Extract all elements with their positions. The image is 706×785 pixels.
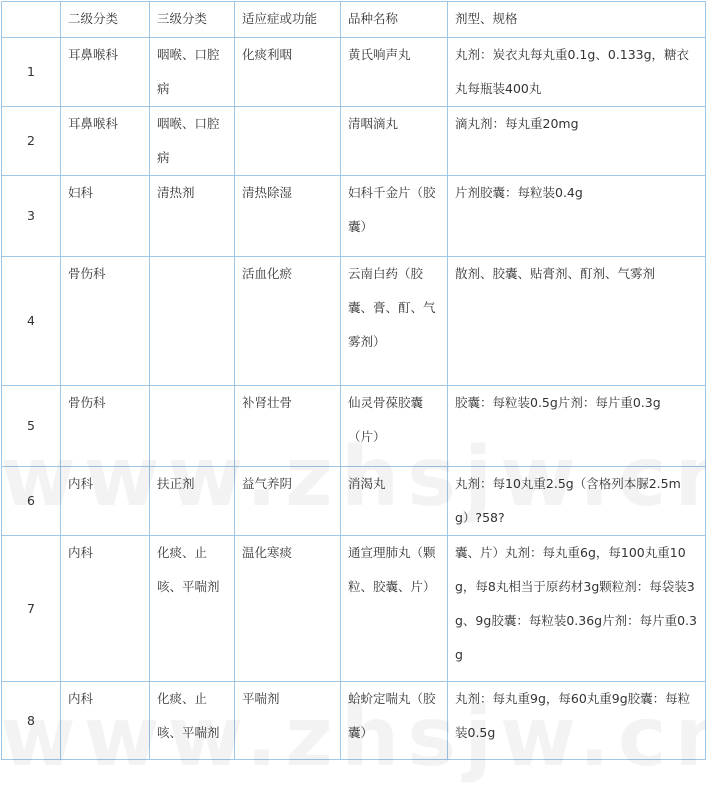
cell-secondary-category: 内科: [61, 467, 150, 536]
cell-indication: 补肾壮骨: [235, 386, 341, 467]
table-row: [2, 176, 706, 257]
cell-dosage-spec: 囊、片）丸剂：每丸重6g，每100丸重10g，每8丸相当于原药材3g颗粒剂：每袋装3g、9g胶囊：每粒装0.36g片剂：每片重0.3g: [448, 536, 706, 682]
cell-secondary-category: 耳鼻喉科: [61, 107, 150, 176]
cell-row-number: 6: [2, 467, 61, 536]
table-row: [2, 682, 706, 760]
cell-indication: 温化寒痰: [235, 536, 341, 682]
header-product-name: 品种名称: [341, 2, 448, 38]
cell-secondary-category: 内科: [61, 682, 150, 760]
cell-row-number: 5: [2, 386, 61, 467]
cell-row-number: 2: [2, 107, 61, 176]
cell-dosage-spec: 滴丸剂：每丸重20mg: [448, 107, 706, 176]
cell-tertiary-category: 清热剂: [150, 176, 235, 257]
cell-indication: 清热除湿: [235, 176, 341, 257]
cell-tertiary-category: 扶正剂: [150, 467, 235, 536]
header-tertiary-category: 三级分类: [150, 2, 235, 38]
table-row: [2, 536, 706, 682]
cell-indication: 化痰利咽: [235, 38, 341, 107]
cell-dosage-spec: 散剂、胶囊、贴膏剂、酊剂、气雾剂: [448, 257, 706, 386]
cell-product-name: 清咽滴丸: [341, 107, 448, 176]
cell-tertiary-category: [150, 257, 235, 386]
cell-dosage-spec: 片剂胶囊：每粒装0.4g: [448, 176, 706, 257]
cell-tertiary-category: 咽喉、口腔病: [150, 38, 235, 107]
cell-row-number: 4: [2, 257, 61, 386]
cell-secondary-category: 妇科: [61, 176, 150, 257]
table-row: [2, 257, 706, 386]
cell-dosage-spec: 丸剂：炭衣丸每丸重0.1g、0.133g，糖衣丸每瓶装400丸: [448, 38, 706, 107]
cell-secondary-category: 骨伤科: [61, 386, 150, 467]
cell-product-name: 通宣理肺丸（颗粒、胶囊、片）: [341, 536, 448, 682]
cell-product-name: 云南白药（胶囊、膏、酊、气雾剂）: [341, 257, 448, 386]
cell-product-name: 黄氏响声丸: [341, 38, 448, 107]
cell-tertiary-category: 化痰、止咳、平喘剂: [150, 682, 235, 760]
header-row-number: [2, 2, 61, 38]
cell-dosage-spec: 胶囊：每粒装0.5g片剂：每片重0.3g: [448, 386, 706, 467]
cell-product-name: 蛤蚧定喘丸（胶囊）: [341, 682, 448, 760]
header-indication: 适应症或功能: [235, 2, 341, 38]
header-secondary-category: 二级分类: [61, 2, 150, 38]
cell-tertiary-category: 化痰、止咳、平喘剂: [150, 536, 235, 682]
cell-indication: 益气养阴: [235, 467, 341, 536]
drug-catalog-table: [1, 1, 706, 760]
cell-product-name: 消渴丸: [341, 467, 448, 536]
cell-tertiary-category: 咽喉、口腔病: [150, 107, 235, 176]
cell-product-name: 仙灵骨葆胶囊（片）: [341, 386, 448, 467]
cell-product-name: 妇科千金片（胶囊）: [341, 176, 448, 257]
cell-tertiary-category: [150, 386, 235, 467]
table-row: [2, 386, 706, 467]
cell-secondary-category: 耳鼻喉科: [61, 38, 150, 107]
cell-row-number: 8: [2, 682, 61, 760]
table-row: [2, 38, 706, 107]
table-row: [2, 107, 706, 176]
cell-row-number: 3: [2, 176, 61, 257]
table-body: [2, 2, 706, 760]
cell-dosage-spec: 丸剂：每10丸重2.5g（含格列本脲2.5mg）?58?: [448, 467, 706, 536]
cell-indication: 活血化瘀: [235, 257, 341, 386]
cell-row-number: 1: [2, 38, 61, 107]
header-dosage-spec: 剂型、规格: [448, 2, 706, 38]
header-row: [2, 2, 706, 38]
cell-secondary-category: 骨伤科: [61, 257, 150, 386]
cell-indication: 平喘剂: [235, 682, 341, 760]
cell-secondary-category: 内科: [61, 536, 150, 682]
table-row: [2, 467, 706, 536]
cell-dosage-spec: 丸剂：每丸重9g，每60丸重9g胶囊：每粒装0.5g: [448, 682, 706, 760]
cell-row-number: 7: [2, 536, 61, 682]
cell-indication: [235, 107, 341, 176]
